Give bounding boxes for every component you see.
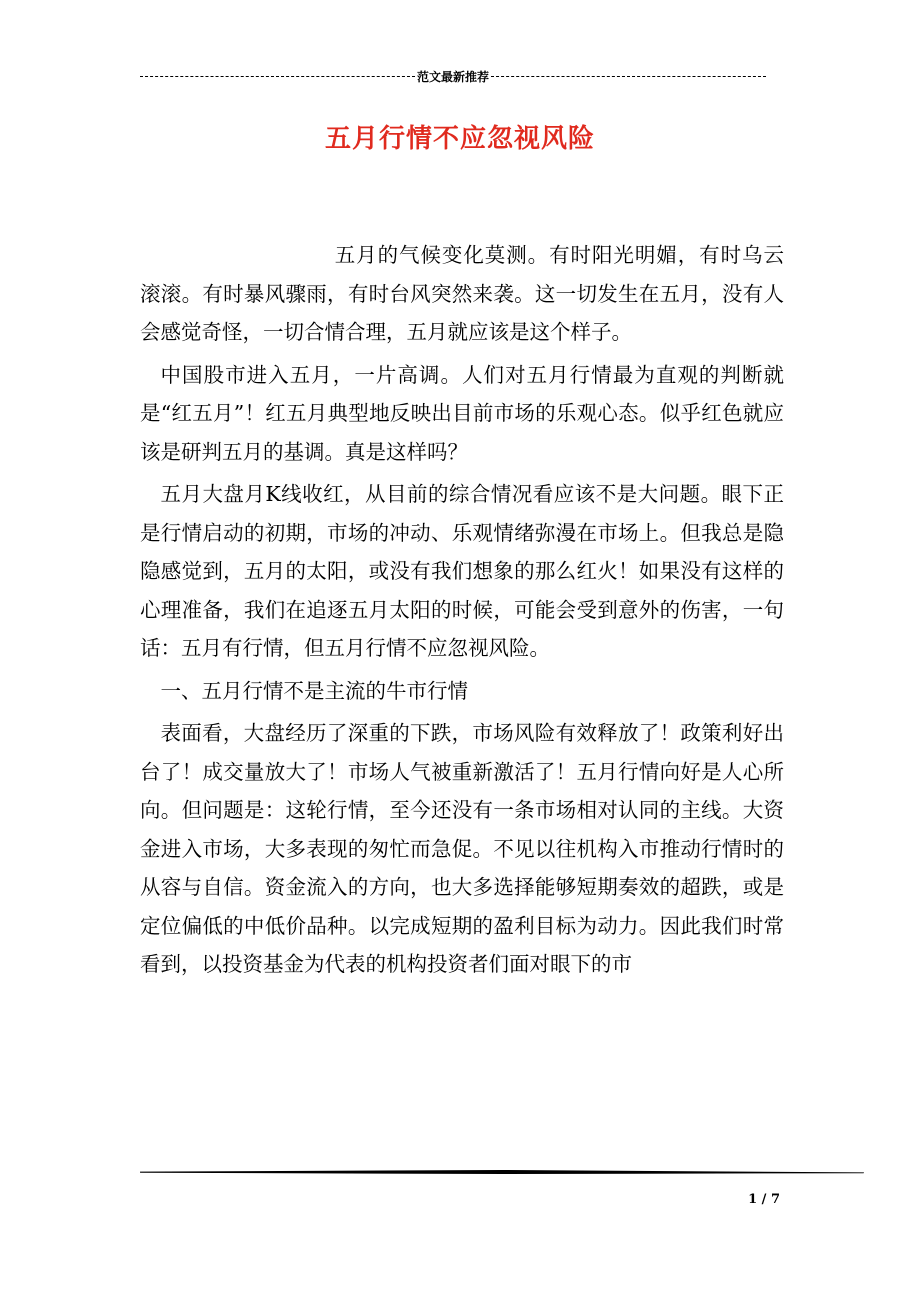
header-dashes-left: [140, 76, 415, 77]
footer-divider: [140, 1170, 864, 1174]
page-number: 1 / 7: [748, 1192, 780, 1207]
document-title: 五月行情不应忽视风险: [324, 124, 595, 154]
paragraph-1: 五月的气候变化莫测。有时阳光明媚，有时乌云滚滚。有时暴风骤雨，有时台风突然来袭。这一切发生在五月，没有人会感觉奇怪，一切合情合理，五月就应该是这个样子。: [140, 243, 784, 344]
paragraph-3: 五月大盘月K线收红，从目前的综合情况看应该不是大问题。眼下正是行情启动的初期，市场的冲动、乐观情绪弥漫在市场上。但我总是隐隐感觉到，五月的太阳，或没有我们想象的那么红火！如果没有这样的心理准备，我们在追逐五月太阳的时候，可能会受到意外的伤害，一句话：五月有行情，但五月行情不应忽视风险。: [140, 482, 784, 660]
paragraph-4: 表面看，大盘经历了深重的下跌，市场风险有效释放了！政策利好出台了！成交量放大了！市场人气被重新激活了！五月行情向好是人心所向。但问题是：这轮行情，至今还没有一条市场相对认同的主线。大资金进入市场，大多表现的匆忙而急促。不见以往机构入市推动行情时的从容与自信。资金流入的方向，也大多选择能够短期奏效的超跌，或是定位偏低的中低价品种。以完成短期的盈利目标为动力。因此我们时常看到，以投资基金为代表的机构投资者们面对眼下的市: [140, 721, 784, 976]
section-heading: 一、五月行情不是主流的牛市行情: [160, 678, 468, 703]
page-header: [140, 66, 766, 86]
document-body: [140, 236, 784, 988]
header-dashes-right: [491, 76, 766, 77]
paragraph-2: 中国股市进入五月，一片高调。人们对五月行情最为直观的判断就是“红五月”！红五月典型地反映出目前市场的乐观心态。似乎红色就应该是研判五月的基调。真是这样吗？: [140, 362, 784, 464]
header-label: 范文最新推荐: [417, 69, 490, 84]
